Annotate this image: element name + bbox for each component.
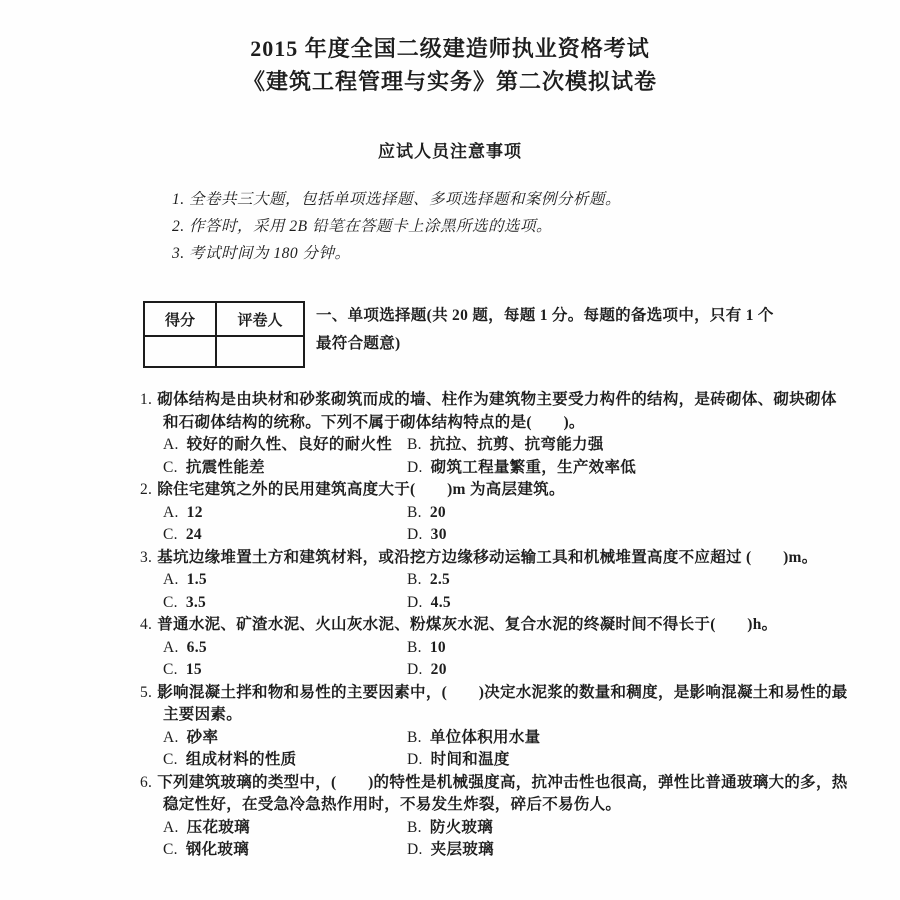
- option-label: A.: [163, 818, 179, 836]
- option-text: 1.5: [186, 571, 207, 588]
- option-d: [407, 839, 852, 862]
- notice-item-3: 3. 考试时间为 180 分钟。: [172, 245, 351, 262]
- option-text: 砂率: [186, 728, 219, 746]
- notice-item-1: 1. 全卷共三大题，包括单项选择题、多项选择题和案例分析题。: [172, 191, 622, 208]
- question-number: 3.: [140, 548, 153, 566]
- option-text: 较好的耐久性、良好的耐火性: [186, 436, 393, 453]
- option-label: D.: [407, 841, 423, 858]
- option-c: [163, 659, 407, 682]
- option-text: 钢化玻璃: [185, 841, 250, 858]
- question-options: [163, 727, 852, 772]
- option-c: [163, 592, 407, 615]
- section-heading: [316, 302, 778, 358]
- question-3: [140, 547, 852, 615]
- question-options: [163, 569, 852, 614]
- score-section: [143, 301, 850, 368]
- question-2: [140, 479, 852, 547]
- option-b: [407, 434, 852, 457]
- question-text: 除住宅建筑之外的民用建筑高度大于( )m 为高层建筑。: [157, 481, 565, 498]
- option-label: C.: [163, 458, 178, 476]
- question-text: 下列建筑玻璃的类型中，( )的特性是机械强度高，抗冲击性也很高，弹性比普通玻璃大的多，热稳定性好，在受急冷急热作用时，不易发生炸裂，碎后不易伤人。: [157, 773, 848, 813]
- notice-item-2: 2. 作答时，采用 2B 铅笔在答题卡上涂黑所选的选项。: [172, 218, 552, 235]
- option-text: 4.5: [430, 593, 451, 611]
- option-c: [163, 524, 407, 547]
- option-text: 12: [186, 503, 203, 521]
- exam-title-line1: 2015 年度全国二级建造师执业资格考试: [250, 36, 650, 61]
- option-label: B.: [407, 436, 422, 453]
- option-label: D.: [407, 526, 423, 543]
- score-table: [143, 301, 305, 368]
- option-text: 单位体积用水量: [429, 728, 541, 746]
- option-d: [407, 659, 852, 682]
- option-text: 砌筑工程量繁重，生产效率低: [430, 458, 637, 476]
- notice-heading: 应试人员注意事项: [378, 142, 522, 161]
- option-c: [163, 749, 407, 772]
- option-label: D.: [407, 593, 423, 611]
- option-b: [407, 569, 852, 592]
- option-label: B.: [407, 728, 422, 746]
- score-value-cell: [144, 336, 216, 367]
- option-b: [407, 637, 852, 660]
- section-title: 一、单项选择题: [316, 307, 427, 324]
- reviewer-label-cell: 评卷人: [216, 302, 304, 336]
- question-text: 基坑边缘堆置土方和建筑材料，或沿挖方边缘移动运输工具和机械堆置高度不应超过 ( )m。: [157, 548, 818, 566]
- option-a: [163, 817, 407, 840]
- option-label: A.: [163, 638, 179, 656]
- option-d: [407, 457, 852, 480]
- option-a: [163, 637, 407, 660]
- option-text: 20: [429, 503, 446, 521]
- question-options: [163, 817, 852, 862]
- question-options: [163, 637, 852, 682]
- question-options: [163, 502, 852, 547]
- option-text: 10: [429, 638, 446, 656]
- question-text: 影响混凝土拌和物和易性的主要因素中，( )决定水泥浆的数量和稠度，是影响混凝土和易性的最主要因素。: [157, 683, 848, 723]
- option-text: 夹层玻璃: [430, 841, 494, 858]
- question-number: 4.: [140, 616, 153, 633]
- option-label: A.: [163, 436, 179, 453]
- option-a: [163, 727, 407, 750]
- option-b: [407, 727, 852, 750]
- notice-list: [172, 186, 840, 267]
- exam-title: [0, 0, 900, 97]
- option-label: B.: [407, 818, 422, 836]
- option-label: A.: [163, 571, 179, 588]
- option-label: A.: [163, 503, 179, 521]
- option-a: [163, 434, 407, 457]
- option-label: C.: [163, 593, 178, 611]
- question-text: 砌体结构是由块材和砂浆砌筑而成的墙、柱作为建筑物主要受力构件的结构，是砖砌体、砌块砌体和石砌体结构的统称。下列不属于砌体结构特点的是( )。: [157, 391, 837, 431]
- option-text: 24: [185, 526, 202, 543]
- option-d: [407, 592, 852, 615]
- option-label: B.: [407, 571, 422, 588]
- option-label: D.: [407, 458, 423, 476]
- option-text: 15: [185, 661, 202, 678]
- option-text: 20: [430, 661, 447, 678]
- question-text: 普通水泥、矿渣水泥、火山灰水泥、粉煤灰水泥、复合水泥的终凝时间不得长于( )h。: [157, 616, 778, 633]
- option-text: 6.5: [186, 638, 207, 656]
- option-text: 时间和温度: [430, 751, 510, 768]
- question-1: [140, 389, 852, 479]
- question-number: 1.: [140, 391, 153, 408]
- option-label: C.: [163, 841, 178, 858]
- option-a: [163, 502, 407, 525]
- question-number: 2.: [140, 481, 153, 498]
- option-label: A.: [163, 728, 179, 746]
- option-b: [407, 502, 852, 525]
- option-d: [407, 524, 852, 547]
- option-text: 压花玻璃: [186, 818, 250, 836]
- option-text: 组成材料的性质: [185, 751, 297, 768]
- option-text: 2.5: [429, 571, 451, 588]
- option-label: B.: [407, 503, 422, 521]
- option-label: C.: [163, 751, 178, 768]
- question-number: 5.: [140, 683, 153, 701]
- question-6: [140, 772, 852, 862]
- option-label: B.: [407, 638, 422, 656]
- question-options: [163, 434, 852, 479]
- score-label-cell: 得分: [144, 302, 216, 336]
- option-label: D.: [407, 661, 423, 678]
- option-text: 3.5: [185, 593, 207, 611]
- section-note: (共 20 题，每题 1 分。每题的备选项中，只有 1 个最符合题意): [316, 307, 774, 352]
- option-c: [163, 457, 407, 480]
- option-label: D.: [407, 751, 423, 768]
- exam-title-line2: 《建筑工程管理与实务》第二次模拟试卷: [242, 69, 657, 94]
- reviewer-value-cell: [216, 336, 304, 367]
- option-text: 抗震性能差: [185, 458, 265, 476]
- option-label: C.: [163, 526, 178, 543]
- option-c: [163, 839, 407, 862]
- option-b: [407, 817, 852, 840]
- option-a: [163, 569, 407, 592]
- question-list: [140, 389, 852, 862]
- option-text: 30: [430, 526, 447, 543]
- option-d: [407, 749, 852, 772]
- question-4: [140, 614, 852, 682]
- option-label: C.: [163, 661, 178, 678]
- option-text: 防火玻璃: [429, 818, 494, 836]
- question-number: 6.: [140, 773, 153, 791]
- question-5: [140, 682, 852, 772]
- option-text: 抗拉、抗剪、抗弯能力强: [429, 436, 604, 453]
